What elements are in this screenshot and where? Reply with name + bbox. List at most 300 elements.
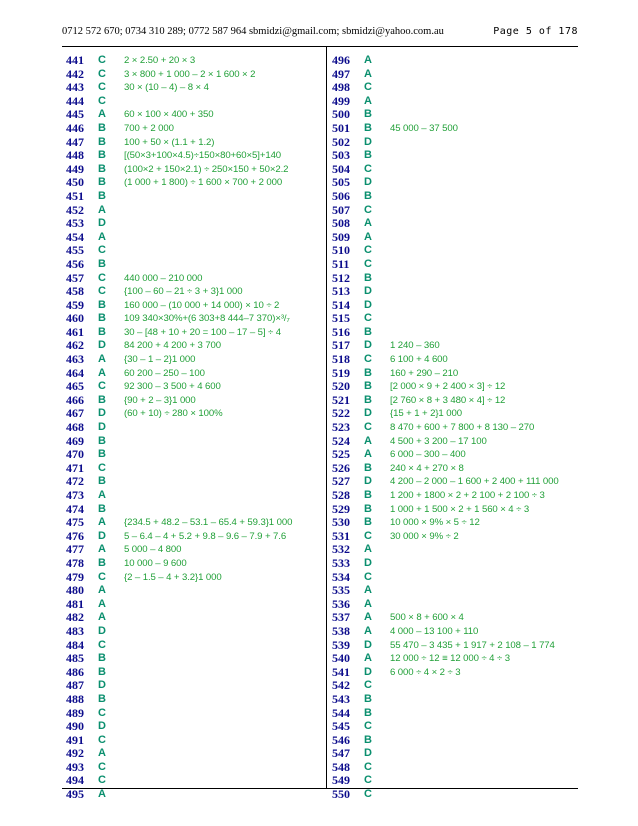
answer-row [332, 611, 578, 625]
answer-row [66, 516, 324, 530]
question-number: 526 [332, 460, 350, 475]
answer-letter: B [364, 108, 372, 121]
question-number: 525 [332, 447, 350, 462]
answer-letter: A [364, 67, 372, 80]
answer-row [332, 81, 578, 95]
question-number: 499 [332, 93, 350, 108]
question-number: 549 [332, 773, 350, 788]
answer-letter: C [364, 760, 372, 773]
answer-letter: B [98, 502, 106, 515]
answer-row [66, 163, 324, 177]
question-number: 544 [332, 705, 350, 720]
answer-row [66, 136, 324, 150]
answer-letter: A [364, 54, 372, 66]
answer-row [66, 747, 324, 761]
answer-row [66, 625, 324, 639]
question-number: 460 [66, 311, 84, 326]
question-number: 539 [332, 637, 350, 652]
answer-letter: C [364, 353, 372, 366]
question-number: 462 [66, 338, 84, 353]
answer-letter: C [364, 774, 372, 787]
question-number: 512 [332, 270, 350, 285]
answer-row [66, 272, 324, 286]
answer-row [66, 122, 324, 136]
question-number: 520 [332, 379, 350, 394]
answer-row [332, 312, 578, 326]
answer-row [66, 299, 324, 313]
answer-row [66, 407, 324, 421]
question-number: 443 [66, 80, 84, 95]
answer-letter: C [364, 203, 372, 216]
question-number: 442 [66, 66, 84, 81]
answer-row [332, 639, 578, 653]
working-expression: {15 + 1 + 2}1 000 [390, 408, 462, 420]
question-number: 504 [332, 161, 350, 176]
answer-row [332, 353, 578, 367]
working-expression: 5 000 – 4 800 [124, 544, 182, 556]
question-number: 448 [66, 148, 84, 163]
question-number: 517 [332, 338, 350, 353]
answer-letter: C [364, 679, 372, 692]
answer-row [332, 516, 578, 530]
answer-letter: B [98, 448, 106, 461]
header-rule [62, 46, 578, 47]
working-expression: {234.5 + 48.2 – 53.1 – 65.4 + 59.3}1 000 [124, 517, 293, 529]
answer-row [66, 339, 324, 353]
working-expression: 92 300 – 3 500 + 4 600 [124, 381, 221, 393]
answer-row [332, 788, 578, 802]
question-number: 475 [66, 515, 84, 530]
question-number: 487 [66, 678, 84, 693]
working-expression: {30 – 1 – 2}1 000 [124, 354, 196, 366]
working-expression: 6 100 + 4 600 [390, 354, 448, 366]
answer-letter: A [364, 543, 372, 556]
working-expression: 4 200 – 2 000 – 1 600 + 2 400 + 111 000 [390, 476, 559, 488]
question-number: 476 [66, 528, 84, 543]
answer-row [66, 679, 324, 693]
working-expression: 500 × 8 + 600 × 4 [390, 612, 464, 624]
answer-row [332, 666, 578, 680]
working-expression: 6 000 ÷ 4 × 2 ÷ 3 [390, 666, 461, 678]
answer-row [66, 489, 324, 503]
question-number: 508 [332, 216, 350, 231]
working-expression: 100 + 50 × (1.1 + 1.2) [124, 136, 215, 148]
question-number: 524 [332, 433, 350, 448]
question-number: 540 [332, 651, 350, 666]
answer-row [332, 244, 578, 258]
answer-row [66, 639, 324, 653]
answer-row [66, 367, 324, 381]
answer-letter: B [98, 121, 106, 134]
answer-letter: D [364, 298, 372, 311]
working-expression: 700 + 2 000 [124, 122, 174, 134]
question-number: 467 [66, 406, 84, 421]
answer-letter: A [364, 230, 372, 243]
question-number: 538 [332, 623, 350, 638]
question-number: 444 [66, 93, 84, 108]
answer-row [66, 68, 324, 82]
answer-letter: B [98, 325, 106, 338]
answer-row [332, 462, 578, 476]
answer-letter: C [364, 312, 372, 325]
answer-letter: D [98, 407, 106, 420]
question-number: 519 [332, 365, 350, 380]
working-expression: (1 000 + 1 800) ÷ 1 600 × 700 + 2 000 [124, 177, 283, 189]
question-number: 510 [332, 243, 350, 258]
working-expression: 10 000 – 9 600 [124, 557, 187, 569]
answer-row [332, 489, 578, 503]
answer-row [332, 108, 578, 122]
question-number: 531 [332, 528, 350, 543]
answer-row [332, 285, 578, 299]
answer-letter: A [98, 366, 106, 379]
answer-letter: D [364, 285, 372, 298]
question-number: 463 [66, 352, 84, 367]
answer-column-right [332, 54, 578, 802]
question-number: 535 [332, 583, 350, 598]
answer-row [66, 761, 324, 775]
question-number: 489 [66, 705, 84, 720]
question-number: 496 [332, 53, 350, 67]
answer-letter: C [98, 706, 106, 719]
answer-row [332, 394, 578, 408]
answer-letter: B [98, 189, 106, 202]
question-number: 484 [66, 637, 84, 652]
page-number: Page 5 of 178 [493, 26, 578, 37]
working-expression: 4 500 + 3 200 – 17 100 [390, 435, 487, 447]
answer-row [66, 81, 324, 95]
question-number: 482 [66, 610, 84, 625]
answer-row [66, 774, 324, 788]
working-expression: 2 × 2.50 + 20 × 3 [124, 55, 196, 66]
question-number: 459 [66, 297, 84, 312]
answer-row [332, 652, 578, 666]
answer-letter: C [364, 720, 372, 733]
answer-letter: B [98, 692, 106, 705]
answer-row [66, 475, 324, 489]
answer-letter: B [364, 706, 372, 719]
question-number: 502 [332, 134, 350, 149]
question-number: 474 [66, 501, 84, 516]
question-number: 513 [332, 284, 350, 299]
answer-letter: A [364, 217, 372, 230]
answer-letter: B [364, 733, 372, 746]
question-number: 450 [66, 175, 84, 190]
answer-letter: A [98, 489, 106, 501]
question-number: 514 [332, 297, 350, 312]
question-number: 480 [66, 583, 84, 598]
question-number: 449 [66, 161, 84, 176]
answer-row [66, 312, 324, 326]
answer-row [66, 285, 324, 299]
answer-letter: B [98, 556, 106, 569]
working-expression: {100 – 60 – 21 ÷ 3 + 3}1 000 [124, 286, 243, 298]
answer-row [66, 557, 324, 571]
answer-row [66, 598, 324, 612]
question-number: 468 [66, 420, 84, 435]
answer-letter: C [98, 285, 106, 298]
answer-row [332, 163, 578, 177]
working-expression: 4 000 – 13 100 + 110 [390, 625, 479, 637]
answer-row [332, 693, 578, 707]
answer-row [66, 353, 324, 367]
working-expression: 160 000 – (10 000 + 14 000) × 10 ÷ 2 [124, 299, 280, 311]
working-expression: 8 470 + 600 + 7 800 + 8 130 – 270 [390, 422, 535, 434]
answer-letter: C [98, 570, 106, 583]
question-number: 466 [66, 392, 84, 407]
answer-row [332, 530, 578, 544]
answer-row [332, 448, 578, 462]
answer-row [332, 679, 578, 693]
question-number: 488 [66, 691, 84, 706]
answer-row [66, 231, 324, 245]
answer-row [332, 272, 578, 286]
working-expression: (100×2 + 150×2.1) ÷ 250×150 + 50×2.2 [124, 163, 289, 175]
answer-letter: A [364, 652, 372, 665]
question-number: 518 [332, 352, 350, 367]
answer-row [332, 258, 578, 272]
working-expression: 12 000 ÷ 12 ≡ 12 000 ÷ 4 ÷ 3 [390, 653, 510, 665]
question-number: 537 [332, 610, 350, 625]
question-number: 545 [332, 719, 350, 734]
question-number: 457 [66, 270, 84, 285]
answer-row [66, 95, 324, 109]
question-number: 483 [66, 623, 84, 638]
question-number: 507 [332, 202, 350, 217]
question-number: 547 [332, 746, 350, 761]
working-expression: 3 × 800 + 1 000 – 2 × 1 600 × 2 [124, 68, 256, 80]
answer-row [66, 54, 324, 68]
answer-row [66, 435, 324, 449]
answer-row [66, 707, 324, 721]
answer-row [332, 421, 578, 435]
working-expression: 1 240 – 360 [390, 340, 440, 352]
answer-letter: D [364, 556, 372, 569]
working-expression: 240 × 4 + 270 × 8 [390, 462, 464, 474]
answer-letter: C [364, 81, 372, 94]
answer-letter: B [364, 516, 372, 529]
question-number: 534 [332, 569, 350, 584]
question-number: 530 [332, 515, 350, 530]
working-expression: [2 760 × 8 + 3 480 × 4] ÷ 12 [390, 394, 506, 406]
answer-letter: C [98, 774, 106, 787]
question-number: 495 [66, 787, 84, 802]
answer-letter: D [98, 679, 106, 692]
answer-row [332, 598, 578, 612]
answer-row [332, 326, 578, 340]
answer-letter: A [364, 624, 372, 637]
question-number: 464 [66, 365, 84, 380]
question-number: 465 [66, 379, 84, 394]
question-number: 543 [332, 691, 350, 706]
answer-row [66, 666, 324, 680]
answer-row [332, 339, 578, 353]
answer-row [66, 149, 324, 163]
question-number: 478 [66, 555, 84, 570]
answer-letter: C [364, 257, 372, 270]
answer-letter: D [364, 407, 372, 420]
answer-row [332, 176, 578, 190]
working-expression: (60 + 10) ÷ 280 × 100% [124, 408, 223, 420]
question-number: 471 [66, 460, 84, 475]
working-expression: 30 000 × 9% ÷ 2 [390, 530, 459, 542]
answer-row [332, 54, 578, 68]
question-number: 477 [66, 542, 84, 557]
answer-row [332, 761, 578, 775]
question-number: 546 [332, 732, 350, 747]
answer-letter: B [98, 434, 106, 447]
question-number: 491 [66, 732, 84, 747]
answer-letter: B [364, 366, 372, 379]
answer-letter: B [364, 502, 372, 515]
answer-letter: C [98, 380, 106, 393]
answer-letter: D [98, 217, 106, 230]
answer-row [332, 367, 578, 381]
question-number: 479 [66, 569, 84, 584]
answer-letter: A [98, 353, 106, 366]
question-number: 497 [332, 66, 350, 81]
working-expression: 1 000 + 1 500 × 2 + 1 560 × 4 ÷ 3 [390, 503, 530, 515]
question-number: 446 [66, 120, 84, 135]
answer-row [66, 652, 324, 666]
answer-row [332, 720, 578, 734]
answer-row [66, 421, 324, 435]
answer-row [66, 530, 324, 544]
question-number: 541 [332, 664, 350, 679]
answer-row [332, 231, 578, 245]
answer-letter: B [364, 380, 372, 393]
answer-row [66, 693, 324, 707]
answer-letter: A [364, 597, 372, 610]
question-number: 536 [332, 596, 350, 611]
answer-letter: C [98, 67, 106, 80]
answer-row [66, 190, 324, 204]
answer-letter: B [98, 257, 106, 270]
answer-letter: B [98, 135, 106, 148]
answer-row [332, 707, 578, 721]
answer-row [332, 136, 578, 150]
question-number: 521 [332, 392, 350, 407]
answer-row [66, 258, 324, 272]
answer-row [66, 584, 324, 598]
working-expression: [(50×3+100×4.5)÷150×80+60×5]+140 [124, 150, 282, 162]
answer-row [332, 584, 578, 598]
answer-letter: D [364, 339, 372, 352]
answer-letter: C [98, 54, 106, 66]
answer-letter: A [98, 516, 106, 529]
answer-letter: D [364, 176, 372, 189]
question-number: 494 [66, 773, 84, 788]
answer-letter: B [364, 121, 372, 134]
answer-letter: A [98, 788, 106, 801]
question-number: 548 [332, 759, 350, 774]
answer-letter: B [98, 393, 106, 406]
answer-row [66, 380, 324, 394]
answer-row [332, 204, 578, 218]
question-number: 505 [332, 175, 350, 190]
question-number: 501 [332, 120, 350, 135]
question-number: 469 [66, 433, 84, 448]
question-number: 527 [332, 474, 350, 489]
answer-row [66, 571, 324, 585]
answer-row [66, 543, 324, 557]
answer-letter: C [364, 529, 372, 542]
answer-row [332, 68, 578, 82]
answer-letter: C [98, 760, 106, 773]
question-number: 506 [332, 188, 350, 203]
answer-letter: D [364, 638, 372, 651]
answer-row [66, 720, 324, 734]
answer-row [66, 462, 324, 476]
working-expression: 30 – [48 + 10 + 20 = 100 – 17 – 5] ÷ 4 [124, 326, 281, 338]
question-number: 470 [66, 447, 84, 462]
answer-letter: B [98, 665, 106, 678]
question-number: 542 [332, 678, 350, 693]
answer-row [66, 734, 324, 748]
question-number: 452 [66, 202, 84, 217]
answer-letter: C [98, 244, 106, 257]
question-number: 472 [66, 474, 84, 489]
working-expression: 60 200 – 250 – 100 [124, 367, 205, 379]
question-number: 473 [66, 488, 84, 502]
question-number: 486 [66, 664, 84, 679]
question-number: 456 [66, 256, 84, 271]
answer-row [332, 774, 578, 788]
answer-row [66, 244, 324, 258]
answer-row [66, 108, 324, 122]
answer-letter: C [98, 94, 106, 107]
question-number: 500 [332, 107, 350, 122]
page-header [62, 26, 578, 44]
answer-letter: B [98, 652, 106, 665]
answer-letter: A [98, 747, 106, 760]
answer-letter: D [364, 135, 372, 148]
answer-letter: A [98, 203, 106, 216]
question-number: 528 [332, 488, 350, 502]
answer-letter: D [98, 720, 106, 733]
question-number: 454 [66, 229, 84, 244]
answer-letter: B [364, 325, 372, 338]
question-number: 498 [332, 80, 350, 95]
working-expression: {2 – 1.5 – 4 + 3.2}1 000 [124, 571, 222, 583]
answer-letter: C [364, 162, 372, 175]
question-number: 503 [332, 148, 350, 163]
answer-letter: A [98, 584, 106, 597]
answer-row [66, 448, 324, 462]
answer-letter: C [364, 788, 372, 801]
working-expression: 160 + 290 – 210 [390, 367, 459, 379]
question-number: 451 [66, 188, 84, 203]
answer-letter: D [364, 665, 372, 678]
answer-row [66, 326, 324, 340]
question-number: 455 [66, 243, 84, 258]
answer-row [66, 204, 324, 218]
answer-letter: D [98, 339, 106, 352]
answer-letter: B [364, 461, 372, 474]
answer-row [332, 475, 578, 489]
question-number: 516 [332, 324, 350, 339]
question-number: 522 [332, 406, 350, 421]
answer-letter: D [98, 421, 106, 434]
answer-letter: A [364, 94, 372, 107]
question-number: 509 [332, 229, 350, 244]
answer-row [332, 625, 578, 639]
question-number: 445 [66, 107, 84, 122]
answer-letter: C [98, 81, 106, 94]
answer-letter: A [364, 611, 372, 624]
answer-letter: C [98, 271, 106, 284]
answer-letter: B [98, 149, 106, 162]
